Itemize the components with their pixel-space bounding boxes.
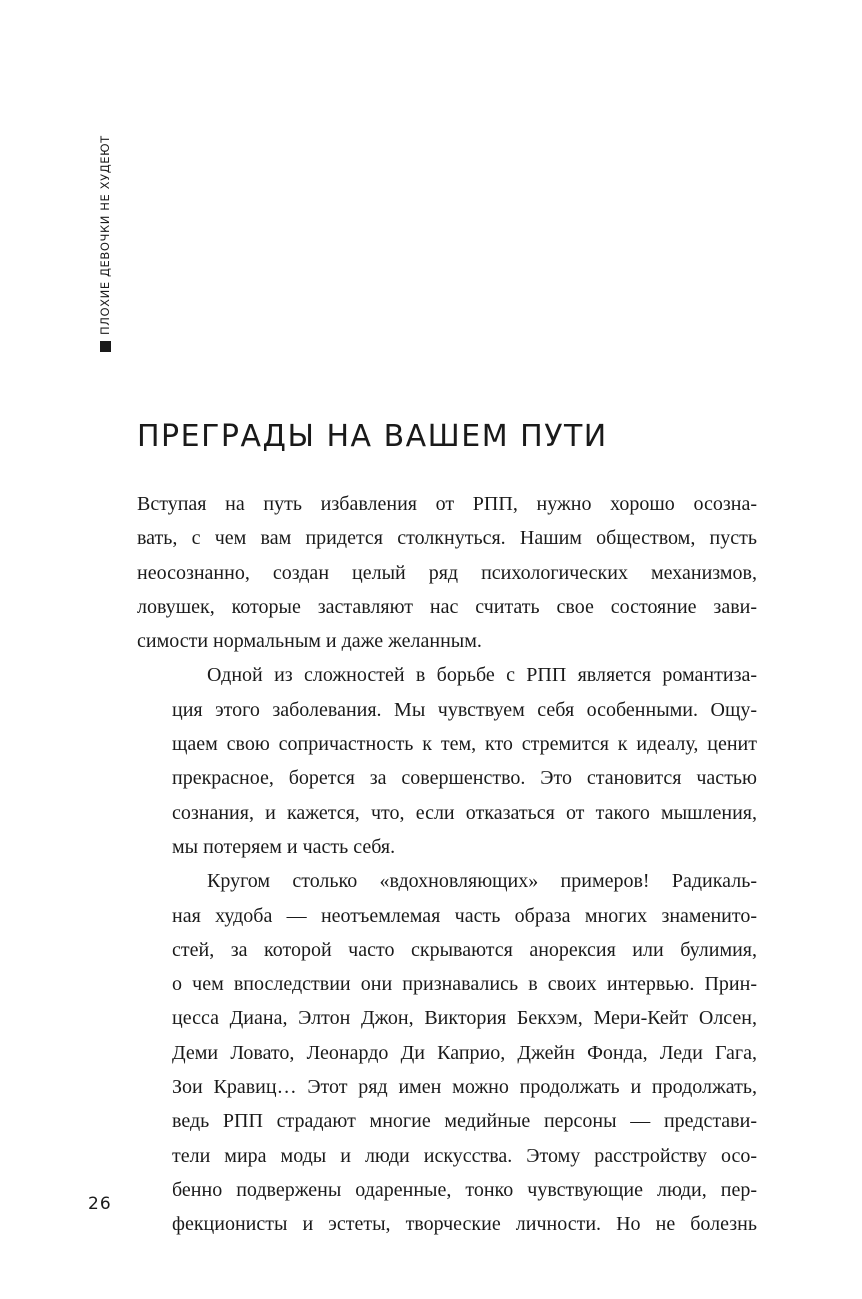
chapter-title: ПРЕГРАДЫ НА ВАШЕМ ПУТИ	[137, 419, 608, 454]
text-line: бенно подвержены одаренные, тонко чувствующие люди, пер-	[172, 1178, 757, 1201]
text-line: мы потеряем и часть себя.	[172, 835, 396, 858]
text-line: прекрасное, борется за совершенство. Это становится частью	[172, 767, 757, 790]
text-line: сознания, и кажется, что, если отказаться от такого мышления,	[172, 801, 757, 824]
text-line: цесса Диана, Элтон Джон, Виктория Бекхэм, Мери-Кейт Олсен,	[172, 1007, 757, 1030]
text-line: стей, за которой часто скрываются анорексия или булимия,	[172, 938, 757, 961]
text-line: ведь РПП страдают многие медийные персоны — представи-	[172, 1110, 757, 1133]
text-line: щаем свою сопричастность к тем, кто стремится к идеалу, ценит	[172, 733, 757, 756]
running-head-marker	[100, 341, 111, 352]
page-number: 26	[88, 1194, 112, 1214]
text-line: фекционисты и эстеты, творческие личности. Но не болезнь	[172, 1213, 757, 1236]
text-line: Зои Кравиц… Этот ряд имен можно продолжать и продолжать,	[172, 1076, 757, 1099]
body-text	[137, 487, 757, 1242]
text-line: Деми Ловато, Леонардо Ди Каприо, Джейн Фонда, Леди Гага,	[172, 1041, 757, 1064]
running-head-text: ПЛОХИЕ ДЕВОЧКИ НЕ ХУДЕЮТ	[98, 135, 112, 335]
text-line: Кругом столько «вдохновляющих» примеров! Радикаль-	[207, 870, 757, 893]
text-line: о чем впоследствии они признавались в своих интервью. Прин-	[172, 973, 757, 996]
text-line: неосознанно, создан целый ряд психологических механизмов,	[137, 561, 757, 584]
text-line: ная худоба — неотъемлемая часть образа многих знаменито-	[172, 904, 757, 927]
text-line: вать, с чем вам придется столкнуться. Нашим обществом, пусть	[137, 527, 757, 550]
paragraph-3	[137, 864, 757, 1241]
running-head	[100, 135, 112, 352]
text-line: симости нормальным и даже желанным.	[137, 630, 482, 653]
paragraph-1	[137, 487, 757, 658]
text-line: ловушек, которые заставляют нас считать свое состояние зави-	[137, 595, 757, 618]
text-line: Вступая на путь избавления от РПП, нужно хорошо осозна-	[137, 493, 757, 515]
text-line: Одной из сложностей в борьбе с РПП является романтиза-	[207, 664, 757, 687]
paragraph-2	[137, 658, 757, 864]
text-line: ция этого заболевания. Мы чувствуем себя особенными. Ощу-	[172, 698, 757, 721]
text-line: тели мира моды и люди искусства. Этому расстройству осо-	[172, 1144, 757, 1167]
